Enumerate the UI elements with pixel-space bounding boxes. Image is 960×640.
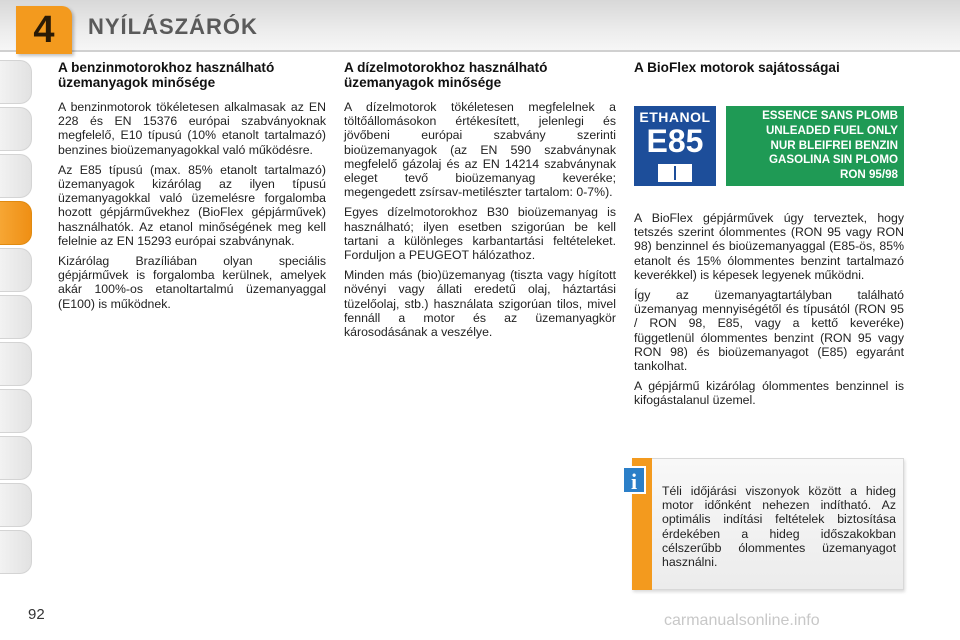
bioflex-heading: A BioFlex motorok sajátosságai	[634, 60, 840, 75]
chapter-tab[interactable]	[0, 389, 32, 433]
info-icon: i	[622, 466, 646, 494]
manual-book-icon	[658, 164, 692, 182]
chapter-tab[interactable]	[0, 248, 32, 292]
diesel-fuel-heading: A dízelmotorokhoz használható üzemanyagok minősége	[344, 60, 548, 90]
paragraph: Egyes dízelmotorokhoz B30 bioüzemanyag is használható; ilyen esetben szigorúan be kell tartani a különleges karbantartási feltételeket. Forduljon a PEUGEOT hálózathoz.	[344, 205, 616, 263]
paragraph: Így az üzemanyagtartályban található üzemanyag mennyiségétől és típusától (RON 95 / RON 98, E85, vagy a kettő keveréke) függetlenül ólommentes benzint (RON 95 vagy RON 98) és bioüzemanyagot (E85) egyaránt tankolhat.	[634, 288, 904, 374]
petrol-fuel-heading: A benzinmotorokhoz használható üzemanyagok minősége	[58, 60, 275, 90]
chapter-tab[interactable]	[0, 436, 32, 480]
e85-label-text: E85	[646, 123, 704, 159]
chapter-tab[interactable]	[0, 107, 32, 151]
unleaded-label-line: ESSENCE SANS PLOMB	[762, 109, 898, 122]
unleaded-label-line: GASOLINA SIN PLOMO	[768, 153, 898, 167]
diesel-fuel-column	[344, 60, 616, 345]
chapter-tabs	[0, 60, 32, 577]
unleaded-label-line: RON 95/98	[840, 168, 898, 182]
header-divider	[0, 50, 960, 52]
ethanol-e85-label	[634, 106, 716, 186]
chapter-tab[interactable]	[0, 530, 32, 574]
chapter-tab[interactable]	[0, 60, 32, 104]
paragraph: A dízelmotorok tökéletesen megfelelnek a töltőállomásokon értékesített, jelenlegi és jövőbeni európai szabvány szerinti bioüzemanyagok (az EN 590 szabványnak megfelelő gázolaj és az EN 14214 szabványnak eleget tevő bioüzemanyag keveréke; megengedett zsírsav-metilészter tartalom: 0-7%).	[344, 100, 616, 200]
paragraph: Az E85 típusú (max. 85% etanolt tartalmazó) üzemanyagok kizárólag az ilyen típusú üzemanyagokkal való üzemelésre forgalomba hozott gépjárművekhez (BioFlex gépjárművek) használhatók. Az etanol minőségének meg kell felelnie az EN 15293 európai szabványnak.	[58, 162, 326, 248]
paragraph: Minden más (bio)üzemanyag (tiszta vagy hígított növényi vagy állati eredetű olaj, háztartási tüzelőolaj, stb.) használata szigorúan tilos, mivel fennáll a motor és az üzemanyagkör károsodásának a veszélye.	[344, 268, 616, 340]
unleaded-label-line: NUR BLEIFREI BENZIN	[770, 138, 898, 152]
chapter-tab-active[interactable]	[0, 201, 32, 245]
chapter-number-badge: 4	[16, 6, 72, 54]
chapter-tab[interactable]	[0, 483, 32, 527]
watermark: carmanualsonline.info	[664, 612, 820, 629]
unleaded-fuel-label	[726, 106, 904, 186]
paragraph: A gépjármű kizárólag ólommentes benzinnel is kifogástalanul üzemel.	[634, 379, 904, 408]
ethanol-label-text: ETHANOL	[639, 109, 711, 125]
chapter-tab[interactable]	[0, 295, 32, 339]
fuel-labels	[634, 106, 904, 186]
page-number: 92	[28, 606, 45, 623]
chapter-tab[interactable]	[0, 154, 32, 198]
paragraph: Kizárólag Brazíliában olyan speciális gépjárművek is forgalomba kerülnek, amelyek akár 100%-os etanoltartalmú üzemanyaggal (E100) is működnek.	[58, 254, 326, 311]
paragraph: A benzinmotorok tökéletesen alkalmasak az EN 228 és EN 15376 európai szabványoknak megfelelő, E10 típusú (10% etanolt tartalmazó) benzines bioüzemanyagokkal való működésre.	[58, 100, 326, 157]
chapter-tab[interactable]	[0, 342, 32, 386]
chapter-title: NYÍLÁSZÁRÓK	[88, 14, 258, 39]
info-text: Téli időjárási viszonyok között a hideg motor időnként nehezen indítható. Az optimális indítási feltételek biztosítása érdekében a hideg időszakokban célszerűbb ólommentes üzemanyagot használni.	[662, 484, 896, 570]
paragraph: A BioFlex gépjárművek úgy terveztek, hogy tetszés szerint ólommentes (RON 95 vagy RON 98) benzinnel és bioüzemanyaggal (E85-ös, 85% etanolt és 15% ólommentes benzint tartalmazó keverékkel) is képesek legyenek működni.	[634, 211, 904, 282]
unleaded-label-line: UNLEADED FUEL ONLY	[765, 123, 898, 137]
petrol-fuel-column	[58, 60, 326, 317]
